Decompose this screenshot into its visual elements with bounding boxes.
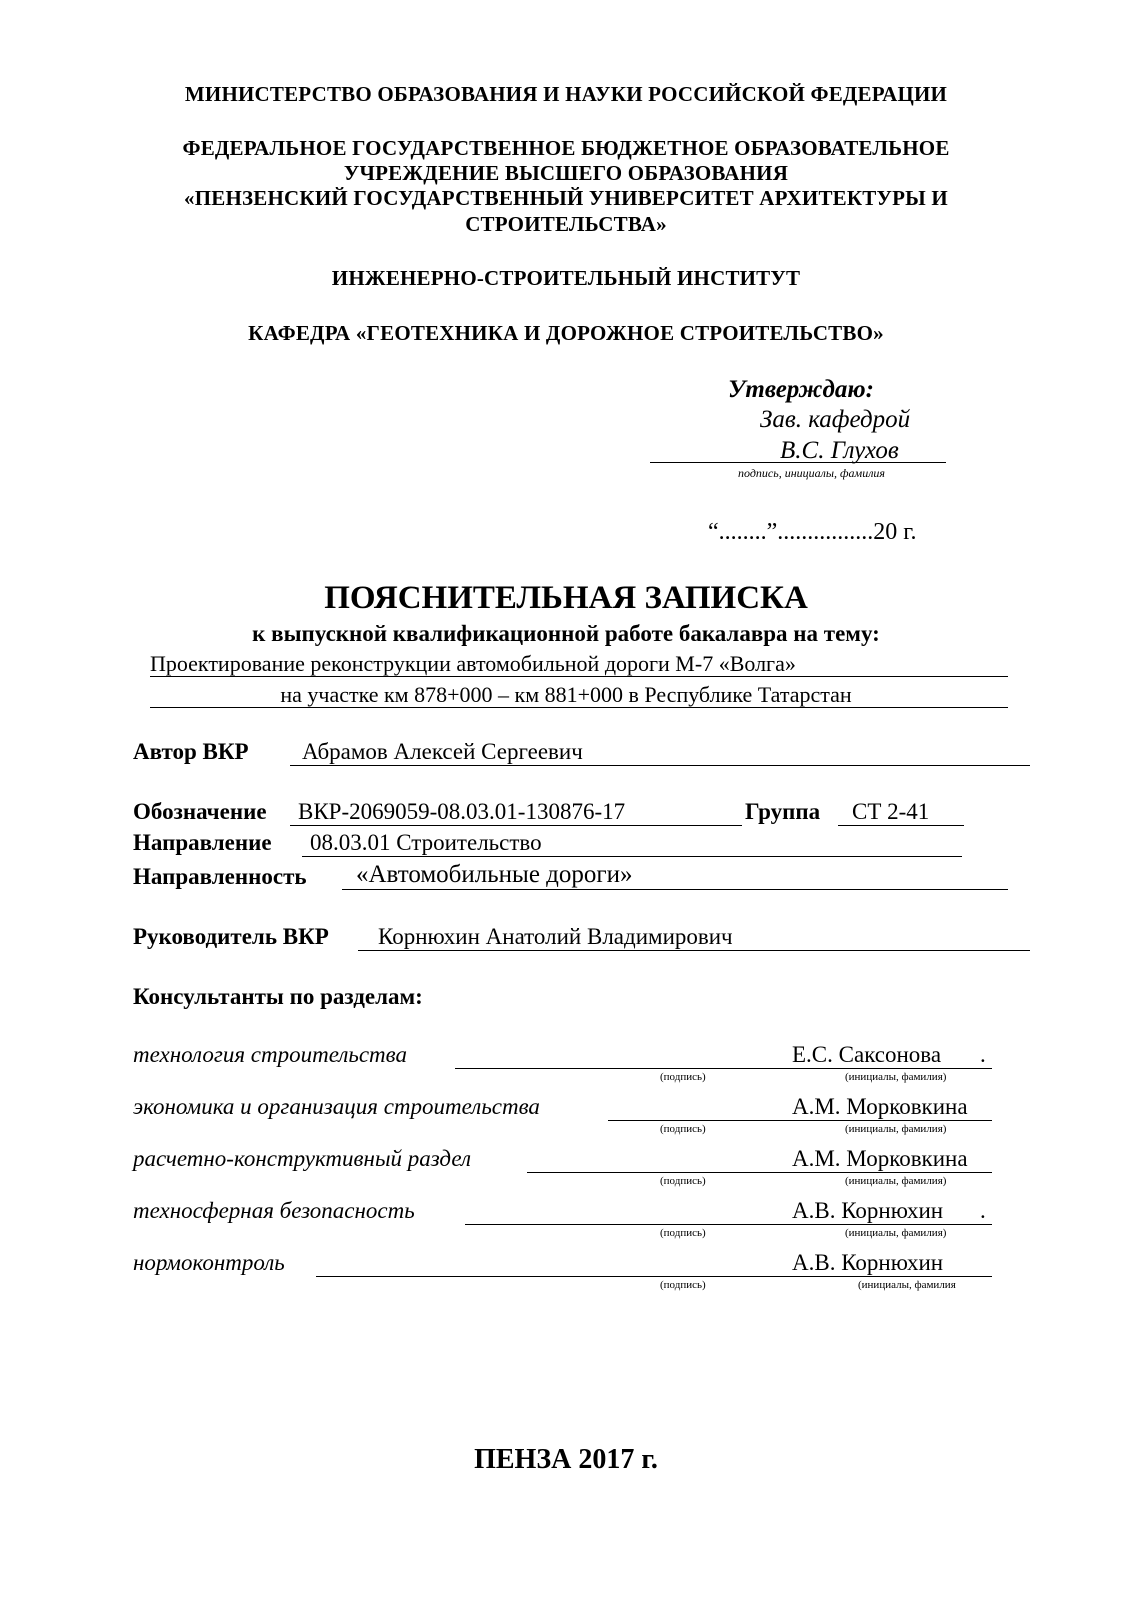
consultant-section: экономика и организация строительства	[133, 1094, 540, 1119]
consultant-section: расчетно-конструктивный раздел	[133, 1146, 472, 1171]
author-underline	[290, 765, 1030, 766]
signature-caption: (подпись)	[660, 1071, 706, 1083]
consultants-heading: Консультанты по разделам:	[133, 984, 423, 1009]
name-caption: (инициалы, фамилия	[858, 1279, 956, 1291]
institution-line-1: ФЕДЕРАЛЬНОЕ ГОСУДАРСТВЕННОЕ БЮДЖЕТНОЕ ОБРАЗОВАТЕЛЬНОЕ	[182, 136, 950, 160]
approval-date-line: “........”................20 г.	[708, 519, 917, 545]
document-subtitle: к выпускной квалификационной работе бакалавра на тему:	[252, 621, 880, 646]
institution-line-3: «ПЕНЗЕНСКИЙ ГОСУДАРСТВЕННЫЙ УНИВЕРСИТЕТ АРХИТЕКТУРЫ И	[184, 186, 948, 210]
direction-underline	[302, 856, 962, 857]
group-value: СТ 2-41	[852, 799, 930, 824]
department-heading: КАФЕДРА «ГЕОТЕХНИКА И ДОРОЖНОЕ СТРОИТЕЛЬСТВО»	[248, 321, 884, 345]
focus-label: Направленность	[133, 864, 307, 889]
focus-underline	[342, 889, 1008, 890]
name-caption: (инициалы, фамилия)	[845, 1227, 947, 1239]
consultant-signature-line	[608, 1120, 992, 1121]
consultant-suffix: .	[980, 1042, 986, 1067]
designation-label: Обозначение	[133, 799, 267, 824]
consultant-name: Е.С. Саксонова	[792, 1042, 942, 1067]
signature-caption: (подпись)	[660, 1123, 706, 1135]
group-label: Группа	[745, 799, 821, 824]
topic-line-2: на участке км 878+000 – км 881+000 в Республике Татарстан	[280, 682, 852, 707]
direction-label: Направление	[133, 830, 272, 855]
consultant-signature-line	[465, 1224, 992, 1225]
name-caption: (инициалы, фамилия)	[845, 1071, 947, 1083]
group-underline	[838, 825, 964, 826]
supervisor-underline	[358, 950, 1030, 951]
consultant-section: нормоконтроль	[133, 1250, 285, 1275]
supervisor-value: Корнюхин Анатолий Владимирович	[378, 924, 733, 949]
consultant-suffix: .	[980, 1198, 986, 1223]
signature-caption: (подпись)	[660, 1279, 706, 1291]
designation-value: ВКР-2069059-08.03.01-130876-17	[298, 799, 626, 824]
consultant-name: А.В. Корнюхин	[792, 1198, 944, 1223]
topic-underline-1	[150, 676, 1008, 677]
institution-line-4: СТРОИТЕЛЬСТВА»	[465, 212, 667, 236]
topic-underline-2	[150, 707, 1008, 708]
consultant-signature-line	[455, 1068, 992, 1069]
approval-head-name: В.С. Глухов	[780, 437, 899, 464]
consultant-name: А.М. Морковкина	[792, 1094, 968, 1119]
name-caption: (инициалы, фамилия)	[845, 1175, 947, 1187]
ministry-heading: МИНИСТЕРСТВО ОБРАЗОВАНИЯ И НАУКИ РОССИЙСКОЙ ФЕДЕРАЦИИ	[184, 82, 948, 106]
focus-value: «Автомобильные дороги»	[356, 861, 633, 888]
signature-caption: (подпись)	[660, 1175, 706, 1187]
consultant-name: А.В. Корнюхин	[792, 1250, 944, 1275]
signature-caption: (подпись)	[660, 1227, 706, 1239]
institute-heading: ИНЖЕНЕРНО-СТРОИТЕЛЬНЫЙ ИНСТИТУТ	[331, 266, 801, 290]
city-year: ПЕНЗА 2017 г.	[474, 1444, 658, 1475]
consultant-signature-line	[527, 1172, 992, 1173]
author-value: Абрамов Алексей Сергеевич	[302, 739, 583, 764]
direction-value: 08.03.01 Строительство	[310, 830, 542, 855]
supervisor-label: Руководитель ВКР	[133, 924, 329, 949]
topic-line-1	[150, 651, 1008, 677]
consultant-section: технология строительства	[133, 1042, 407, 1067]
institution-line-2: УЧРЕЖДЕНИЕ ВЫСШЕГО ОБРАЗОВАНИЯ	[343, 161, 789, 185]
document-title: ПОЯСНИТЕЛЬНАЯ ЗАПИСКА	[324, 580, 808, 616]
approval-signature-caption: подпись, инициалы, фамилия	[738, 466, 885, 480]
name-caption: (инициалы, фамилия)	[845, 1123, 947, 1135]
approval-position: Зав. кафедрой	[760, 406, 911, 433]
approval-heading: Утверждаю:	[728, 376, 874, 403]
author-label: Автор ВКР	[133, 739, 249, 764]
consultant-name: А.М. Морковкина	[792, 1146, 968, 1171]
consultant-signature-line	[316, 1276, 992, 1277]
topic-line-1-text: Проектирование реконструкции автомобильной дороги М-7 «Волга»	[150, 651, 796, 676]
designation-underline	[290, 825, 742, 826]
consultant-section: техносферная безопасность	[133, 1198, 415, 1223]
